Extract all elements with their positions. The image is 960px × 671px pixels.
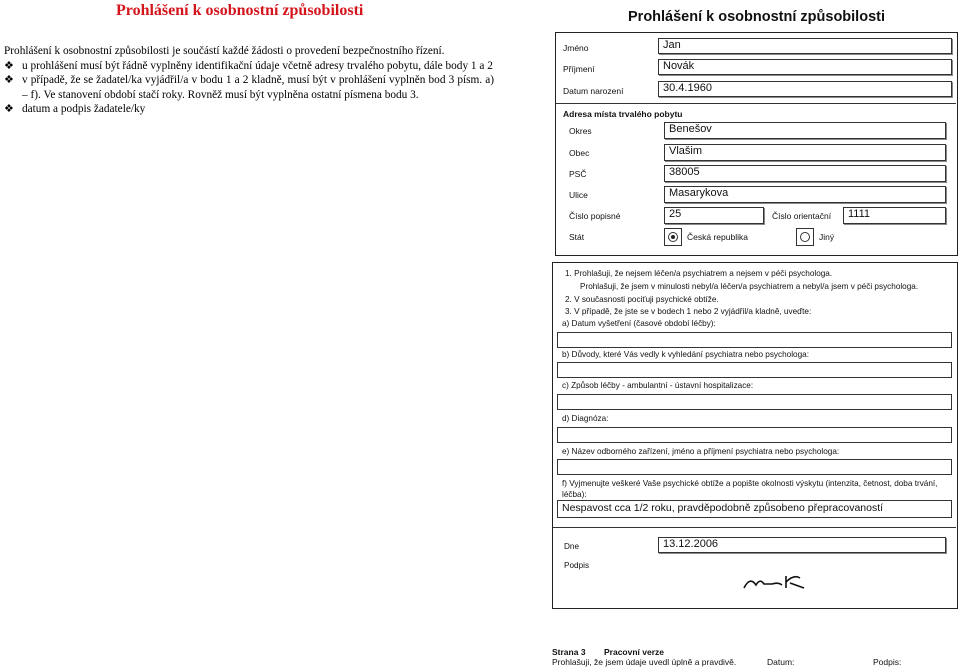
form-title: Prohlášení k osobnostní způsobilosti bbox=[628, 9, 885, 25]
label-ceska-republika: Česká republika bbox=[687, 232, 748, 242]
signature-image bbox=[742, 570, 808, 592]
field-a bbox=[557, 332, 952, 348]
question-1b: Prohlašuji, že jsem v minulosti nebyl/a léčen/a psychiatrem a nebyl/a jsem v péči psychologa. bbox=[580, 282, 919, 291]
footer-podpis: Podpis: bbox=[873, 657, 902, 667]
diamond-bullet-icon: ❖ bbox=[4, 103, 14, 115]
label-podpis: Podpis bbox=[564, 561, 590, 570]
label-jmeno: Jméno bbox=[563, 43, 589, 53]
divider bbox=[556, 103, 956, 104]
question-b: b) Důvody, které Vás vedly k vyhledání psychiatra nebo psychologa: bbox=[562, 350, 809, 359]
label-stat: Stát bbox=[569, 232, 585, 242]
label-ulice: Ulice bbox=[569, 190, 588, 200]
footer-verze: Pracovní verze bbox=[604, 647, 665, 657]
question-c: c) Způsob léčby - ambulantní - ústavní hospitalizace: bbox=[562, 381, 754, 390]
field-datum-narozeni: 30.4.1960 bbox=[658, 81, 952, 97]
diamond-bullet-icon: ❖ bbox=[4, 59, 14, 72]
field-d bbox=[557, 427, 952, 443]
instructions-list bbox=[4, 59, 494, 117]
label-cislo-orientacni: Číslo orientační bbox=[772, 211, 832, 221]
label-psc: PSČ bbox=[569, 169, 587, 179]
field-b bbox=[557, 362, 952, 378]
field-prijmeni: Novák bbox=[658, 59, 952, 75]
field-f: Nespavost cca 1/2 roku, pravděpodobně způsobeno přepracovaností bbox=[557, 500, 952, 518]
footer-strana: Strana 3 bbox=[552, 647, 586, 657]
label-datum-narozeni: Datum narození bbox=[563, 86, 624, 96]
label-okres: Okres bbox=[569, 126, 592, 136]
field-dne: 13.12.2006 bbox=[658, 537, 946, 553]
radio-selected-icon bbox=[668, 232, 678, 242]
question-2: 2. V současnosti pociťuji psychické obtíže. bbox=[565, 295, 719, 304]
field-ulice: Masarykova bbox=[664, 186, 946, 203]
field-obec: Vlašim bbox=[664, 144, 946, 161]
list-item: ❖ v případě, že se žadatel/ka vyjádřil/a v bodu 1 a 2 kladně, musí být v prohlášení vyplněn bod 3 písm. a) – f). Ve stanovení období stačí roky. Rovněž musí být vyplněna ostatní písmena bodu 3. bbox=[4, 74, 494, 101]
field-cislo-orientacni: 1111 bbox=[843, 207, 946, 224]
footer-prohlaseni: Prohlašuji, že jsem údaje uvedl úplně a pravdivě. bbox=[552, 657, 737, 667]
question-a: a) Datum vyšetření (časové období léčby): bbox=[562, 319, 716, 328]
label-dne: Dne bbox=[564, 542, 580, 551]
question-e: e) Název odborného zařízení, jméno a příjmení psychiatra nebo psychologa: bbox=[562, 447, 840, 456]
question-f: f) Vyjmenujte veškeré Vaše psychické obtíže a popište okolnosti výskytu (intenzita, četnost, doba trvání, léčba): bbox=[562, 479, 938, 499]
list-item: ❖ u prohlášení musí být řádně vyplněny identifikační údaje včetně adresy trvalého pobytu, dále body 1 a 2 bbox=[4, 59, 493, 72]
label-prijmeni: Příjmení bbox=[563, 64, 595, 74]
intro-section bbox=[4, 44, 494, 117]
question-d: d) Diagnóza: bbox=[562, 414, 609, 423]
question-3: 3. V případě, že jste se v bodech 1 nebo 2 vyjádřil/a kladně, uveďte: bbox=[565, 307, 812, 316]
field-psc: 38005 bbox=[664, 165, 946, 182]
field-okres: Benešov bbox=[664, 122, 946, 139]
field-c bbox=[557, 394, 952, 410]
list-item: ❖ datum a podpis žadatele/ky bbox=[4, 103, 146, 115]
field-jmeno: Jan bbox=[658, 38, 952, 54]
page-title: Prohlášení k osobnostní způsobilosti bbox=[116, 2, 364, 19]
label-adresa: Adresa místa trvalého pobytu bbox=[563, 109, 683, 119]
footer-datum: Datum: bbox=[767, 657, 795, 667]
field-e bbox=[557, 459, 952, 475]
divider bbox=[553, 527, 956, 528]
question-1a: 1. Prohlašuji, že nejsem léčen/a psychiatrem a nejsem v péči psychologa. bbox=[565, 269, 833, 278]
intro-text: Prohlášení k osobnostní způsobilosti je součástí každé žádosti o provedení bezpečnostního řízení. bbox=[4, 45, 445, 57]
field-cislo-popisne: 25 bbox=[664, 207, 764, 224]
radio-empty-icon bbox=[800, 232, 810, 242]
label-jiny: Jiný bbox=[819, 232, 835, 242]
diamond-bullet-icon: ❖ bbox=[4, 74, 14, 86]
label-cislo-popisne: Číslo popisné bbox=[569, 211, 621, 221]
label-obec: Obec bbox=[569, 148, 590, 158]
